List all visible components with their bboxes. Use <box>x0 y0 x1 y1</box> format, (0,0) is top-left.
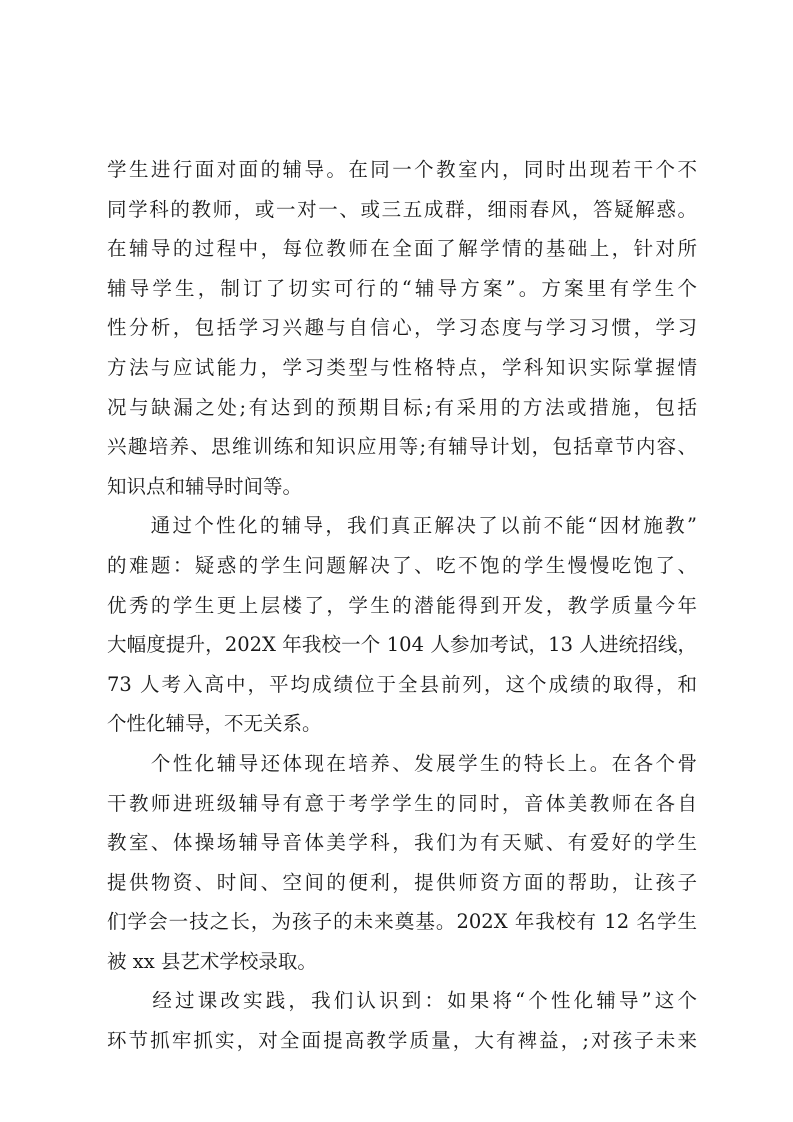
text-line: 知识点和辅导时间等。 <box>107 474 303 498</box>
text-line: 73 人考入高中，平均成绩位于全县前列，这个成绩的取得，和 <box>107 672 697 696</box>
text-line: 环节抓牢抓实，对全面提高教学质量，大有裨益，;对孩子未来 <box>107 1029 697 1053</box>
text-line: 方法与应试能力，学习类型与性格特点，学科知识实际掌握情 <box>107 355 697 379</box>
text-line: 经过课改实践，我们认识到：如果将“个性化辅导”这个 <box>107 989 697 1013</box>
text-line: 个性化辅导，不无关系。 <box>107 712 322 736</box>
text-line: 个性化辅导还体现在培养、发展学生的特长上。在各个骨 <box>107 751 697 775</box>
text-line: 被 xx 县艺术学校录取。 <box>107 949 317 973</box>
text-line: 学生进行面对面的辅导。在同一个教室内，同时出现若干个不 <box>107 158 697 181</box>
text-line: 兴趣培养、思维训练和知识应用等;有辅导计划，包括章节内容、 <box>107 435 697 459</box>
text-line: 况与缺漏之处;有达到的预期目标;有采用的方法或措施，包括 <box>107 395 697 419</box>
text-line: 辅导学生，制订了切实可行的“辅导方案”。方案里有学生个 <box>107 276 697 300</box>
text-line: 通过个性化的辅导，我们真正解决了以前不能“因材施教” <box>107 514 697 538</box>
text-line: 优秀的学生更上层楼了，学生的潜能得到开发，教学质量今年 <box>107 593 697 617</box>
text-line: 教室、体操场辅导音体美学科，我们为有天赋、有爱好的学生 <box>107 831 697 855</box>
text-line: 的难题：疑惑的学生问题解决了、吃不饱的学生慢慢吃饱了、 <box>107 553 697 577</box>
text-line: 性分析，包括学习兴趣与自信心，学习态度与学习习惯，学习 <box>107 316 697 340</box>
text-line: 同学科的教师，或一对一、或三五成群，细雨春风，答疑解惑。 <box>107 197 697 221</box>
text-line: 们学会一技之长，为孩子的未来奠基。202X 年我校有 12 名学生 <box>107 910 697 934</box>
text-line: 干教师进班级辅导有意于考学学生的同时，音体美教师在各自 <box>107 791 697 815</box>
text-line: 在辅导的过程中，每位教师在全面了解学情的基础上，针对所 <box>107 237 697 261</box>
text-line: 提供物资、时间、空间的便利，提供师资方面的帮助，让孩子 <box>107 870 697 894</box>
text-line: 大幅度提升，202X 年我校一个 104 人参加考试，13 人进统招线， <box>107 633 697 657</box>
body-text <box>107 150 697 1061</box>
